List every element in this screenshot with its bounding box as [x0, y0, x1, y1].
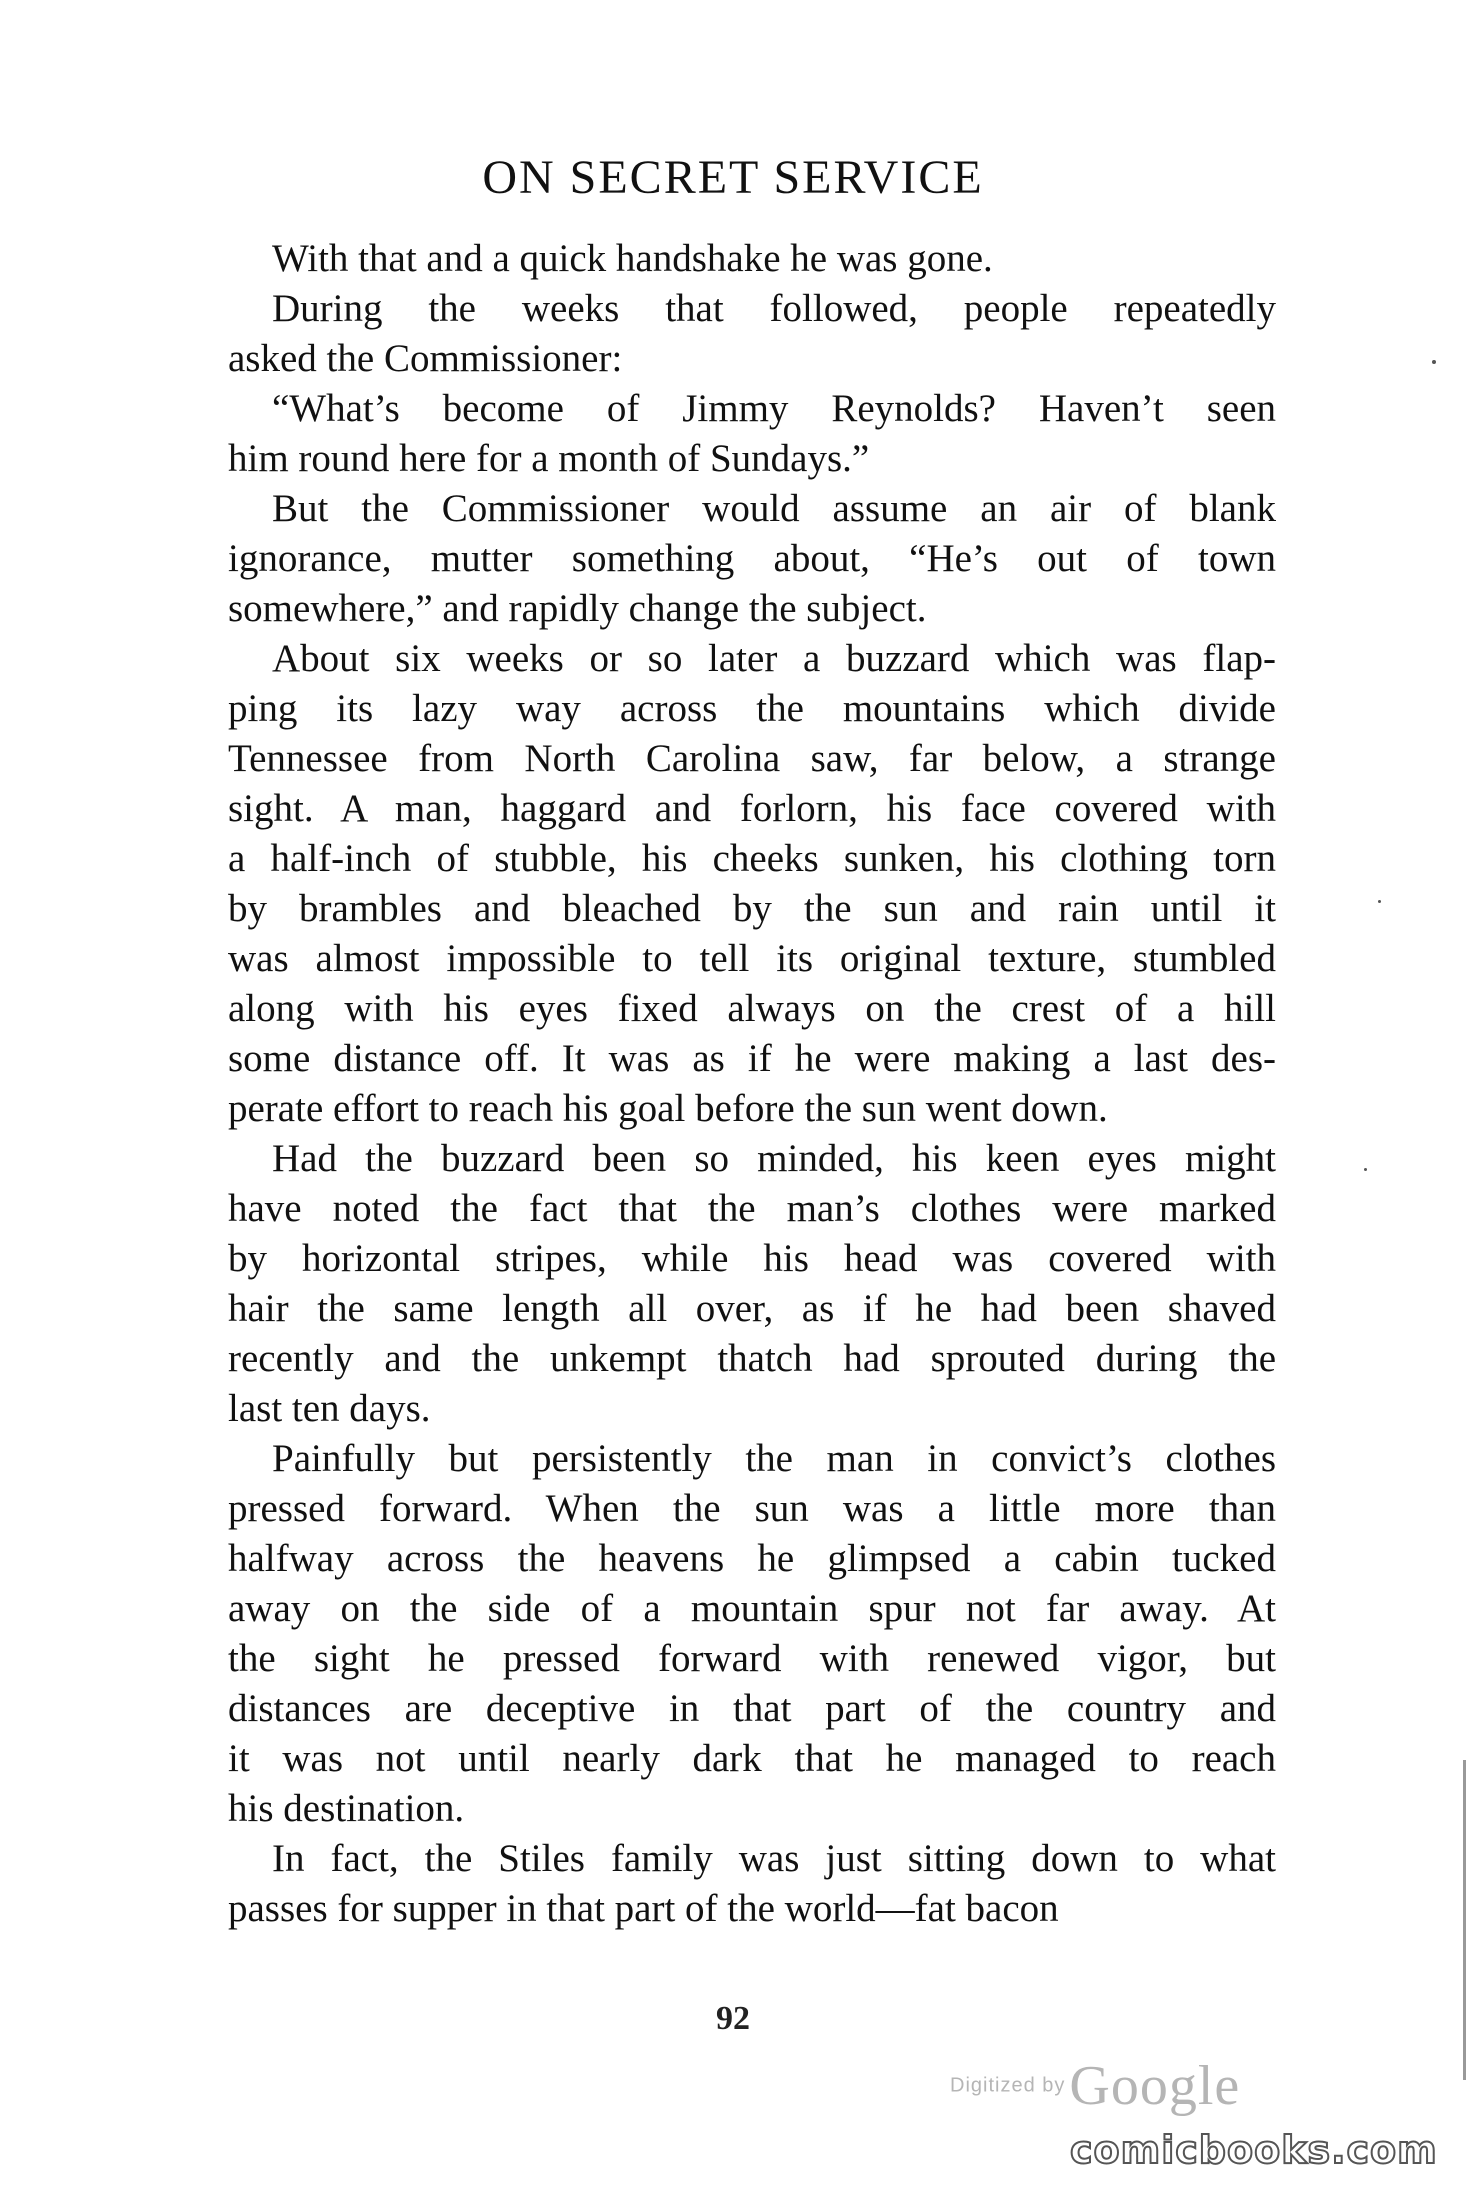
text-line: have noted the fact that the man’s clothes were marked — [228, 1187, 1276, 1230]
text-line: About six weeks or so later a buzzard which was flap- — [272, 637, 1276, 680]
text-line: ping its lazy way across the mountains which divide — [228, 687, 1276, 730]
text-line: In fact, the Stiles family was just sitting down to what — [272, 1837, 1276, 1880]
text-line: somewhere,” and rapidly change the subject. — [228, 587, 927, 630]
text-line: Painfully but persistently the man in convict’s clothes — [272, 1437, 1276, 1480]
text-line: asked the Commissioner: — [228, 337, 623, 380]
text-line: last ten days. — [228, 1387, 431, 1430]
digitized-by-google-mark — [950, 2054, 1310, 2117]
scan-speck — [1378, 900, 1381, 903]
google-logo: Google — [1069, 2055, 1241, 2117]
text-line: along with his eyes fixed always on the crest of a hill — [228, 987, 1276, 1030]
text-line: the sight he pressed forward with renewed vigor, but — [228, 1637, 1276, 1680]
paragraph — [228, 234, 1276, 284]
paragraph — [228, 634, 1276, 1134]
text-line: Tennessee from North Carolina saw, far below, a strange — [228, 737, 1276, 780]
comicbooks-watermark: comicbooks.com — [1070, 2128, 1438, 2172]
text-line: his destination. — [228, 1787, 465, 1830]
text-line: it was not until nearly dark that he managed to reach — [228, 1737, 1276, 1780]
text-line: “What’s become of Jimmy Reynolds? Haven’t seen — [272, 387, 1276, 430]
paragraph — [228, 484, 1276, 634]
text-line: by horizontal stripes, while his head was covered with — [228, 1237, 1276, 1280]
body-text — [228, 234, 1276, 1934]
text-line: perate effort to reach his goal before the sun went down. — [228, 1087, 1108, 1130]
text-line: was almost impossible to tell its original texture, stumbled — [228, 937, 1276, 980]
text-line: a half-inch of stubble, his cheeks sunken, his clothing torn — [228, 837, 1276, 880]
text-line: hair the same length all over, as if he had been shaved — [228, 1287, 1276, 1330]
text-line: ignorance, mutter something about, “He’s out of town — [228, 537, 1276, 580]
text-line: With that and a quick handshake he was gone. — [272, 237, 993, 280]
paragraph — [228, 384, 1276, 484]
paragraph — [228, 1434, 1276, 1834]
running-head: ON SECRET SERVICE — [482, 151, 984, 204]
text-line: But the Commissioner would assume an air of blank — [272, 487, 1276, 530]
page-number: 92 — [716, 2000, 750, 2037]
text-line: distances are deceptive in that part of the country and — [228, 1687, 1276, 1730]
text-line: halfway across the heavens he glimpsed a cabin tucked — [228, 1537, 1276, 1580]
paragraph — [228, 1134, 1276, 1434]
text-line: some distance off. It was as if he were making a last des- — [228, 1037, 1276, 1080]
paragraph — [228, 284, 1276, 384]
paragraph — [228, 1834, 1276, 1934]
digitized-by-label: Digitized by — [950, 2074, 1066, 2097]
text-line: recently and the unkempt thatch had sprouted during the — [228, 1337, 1276, 1380]
text-line: pressed forward. When the sun was a little more than — [228, 1487, 1276, 1530]
text-line: by brambles and bleached by the sun and rain until it — [228, 887, 1276, 930]
text-line: him round here for a month of Sundays.” — [228, 437, 870, 480]
scan-speck — [1364, 1168, 1367, 1171]
text-line: During the weeks that followed, people repeatedly — [272, 287, 1276, 330]
text-line: sight. A man, haggard and forlorn, his face covered with — [228, 787, 1276, 830]
text-line: away on the side of a mountain spur not far away. At — [228, 1587, 1276, 1630]
scan-speck — [1432, 360, 1436, 364]
text-line: passes for supper in that part of the world—fat bacon — [228, 1887, 1059, 1930]
text-line: Had the buzzard been so minded, his keen eyes might — [272, 1137, 1276, 1180]
